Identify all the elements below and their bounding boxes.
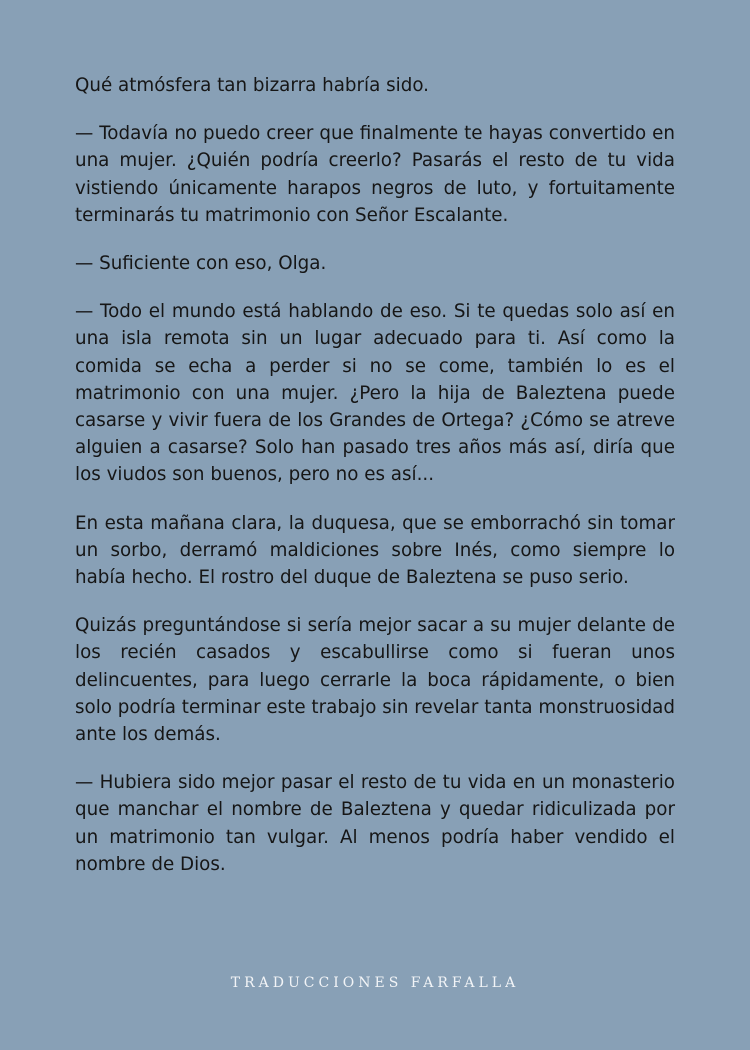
paragraph-2: — Todavía no puedo creer que finalmente te hayas convertido en una mujer. ¿Quién podría creerlo? Pasarás el resto de tu vida vistiendo únicamente harapos negros de luto, y fortuitamente terminarás tu matrimonio con Señor Escalante. [75, 123, 675, 226]
paragraph-6: Quizás preguntándose si sería mejor sacar a su mujer delante de los recién casados y escabullirse como si fueran unos delincuentes, para luego cerrarle la boca rápidamente, o bien solo podría terminar este trabajo sin revelar tanta monstruosidad ante los demás. [75, 615, 675, 746]
paragraph-7: — Hubiera sido mejor pasar el resto de tu vida en un monasterio que manchar el nombre de Baleztena y quedar ridiculizada por un matrimonio tan vulgar. Al menos podría haber vendido el nombre de Dios. [75, 772, 675, 875]
document-body [75, 72, 675, 899]
paragraph-4: — Todo el mundo está hablando de eso. Si te quedas solo así en una isla remota sin un lugar adecuado para ti. Así como la comida se echa a perder si no se come, también lo es el matrimonio con una mujer. ¿Pero la hija de Baleztena puede casarse y vivir fuera de los Grandes de Ortega? ¿Cómo se atreve alguien a casarse? Solo han pasado tres años más así, diría que los viudos son buenos, pero no es así... [75, 301, 675, 486]
paragraph-3: — Suficiente con eso, Olga. [75, 253, 327, 275]
footer-credit: TRADUCCIONES FARFALLA [230, 975, 520, 991]
paragraph-1: Qué atmósfera tan bizarra habría sido. [75, 75, 429, 96]
paragraph-5: En esta mañana clara, la duquesa, que se emborrachó sin tomar un sorbo, derramó maldiciones sobre Inés, como siempre lo había hecho. El rostro del duque de Baleztena se puso serio. [75, 512, 675, 589]
